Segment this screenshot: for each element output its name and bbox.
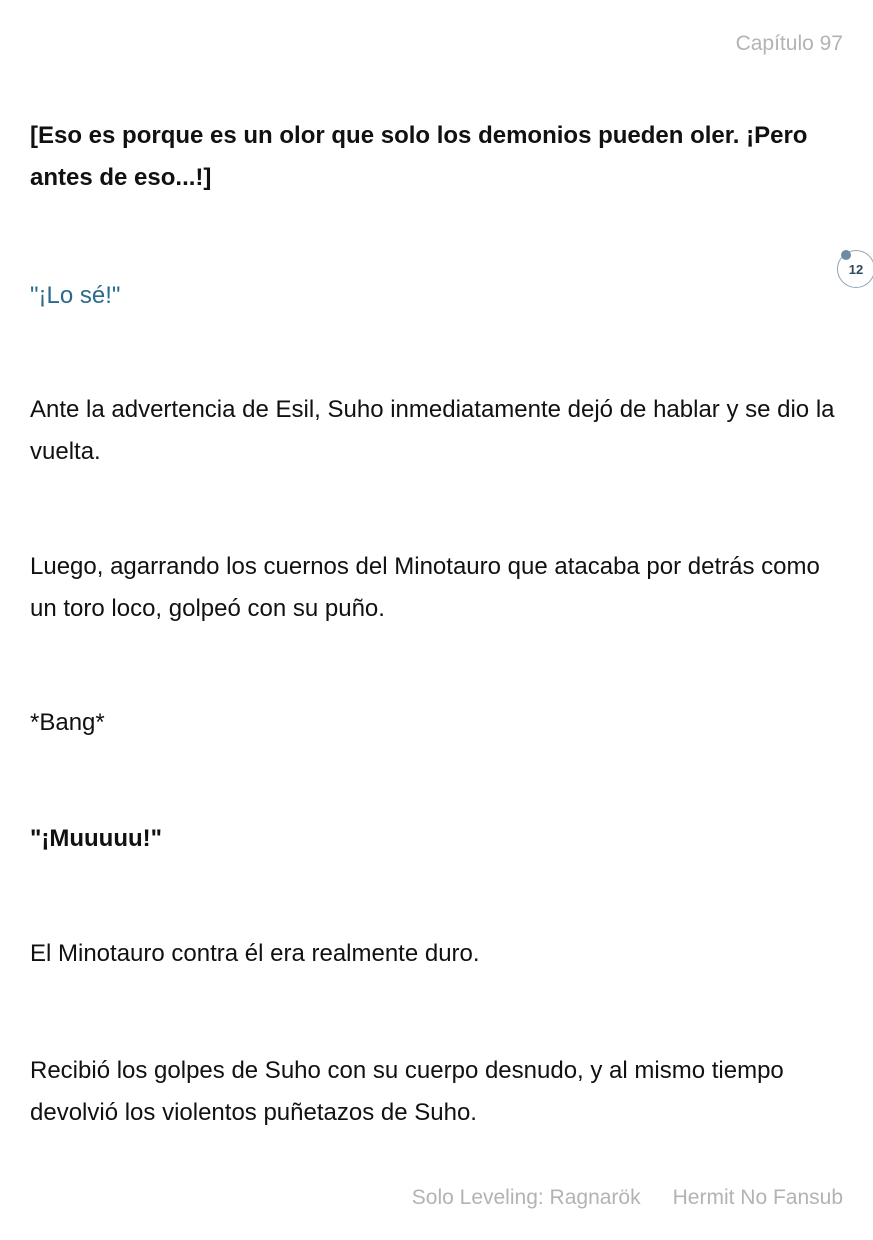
chapter-label: Capítulo 97 xyxy=(735,32,843,55)
paragraph: *Bang* xyxy=(30,709,105,736)
translator-credit: Hermit No Fansub xyxy=(672,1186,843,1209)
comment-count: 12 xyxy=(848,261,864,277)
paragraph: El Minotauro contra él era realmente duro. xyxy=(30,940,480,967)
book-title: Solo Leveling: Ragnarök xyxy=(411,1186,641,1209)
paragraph: Luego, agarrando los cuernos del Minotauro que atacaba por detrás como un toro loco, golpeó con su puño. xyxy=(30,553,820,622)
paragraph: [Eso es porque es un olor que solo los demonios pueden oler. ¡Pero antes de eso...!] xyxy=(30,122,808,191)
paragraph: Recibió los golpes de Suho con su cuerpo desnudo, y al mismo tiempo devolvió los violentos puñetazos de Suho. xyxy=(30,1057,784,1126)
paragraph: "¡Lo sé!" xyxy=(30,282,121,309)
comment-indicator-dot xyxy=(841,250,851,260)
footer xyxy=(412,1186,843,1210)
paragraph: Ante la advertencia de Esil, Suho inmediatamente dejó de hablar y se dio la vuelta. xyxy=(30,396,835,465)
paragraph: "¡Muuuuu!" xyxy=(30,825,163,852)
